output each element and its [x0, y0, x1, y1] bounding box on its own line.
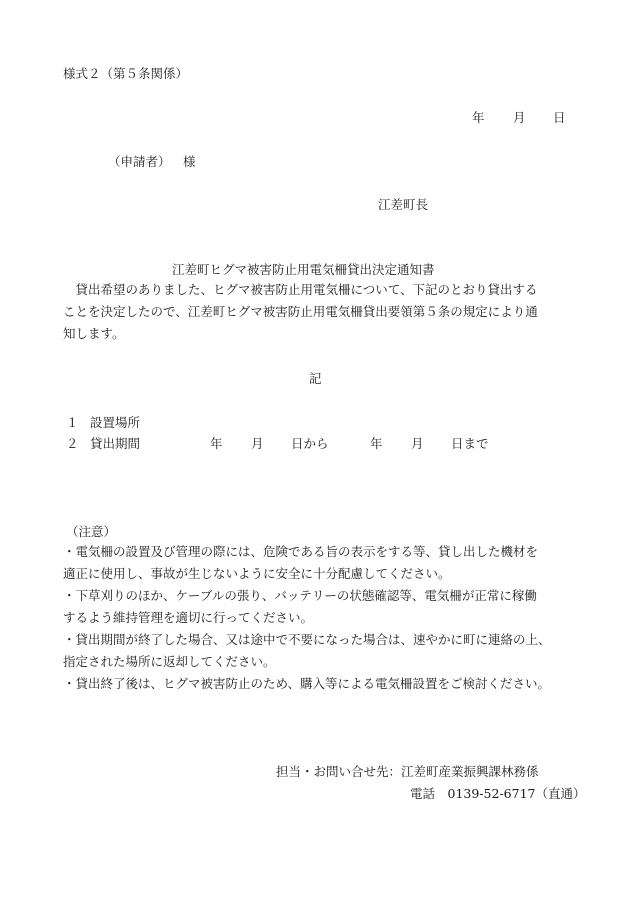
item-label: 設置場所: [90, 415, 141, 430]
recipient-label: （申請者）: [108, 154, 171, 169]
date-month: 月: [513, 110, 526, 125]
note-line: ・貸出終了後は、ヒグマ被害防止のため、購入等による電気柵設置をご検討ください。: [63, 676, 551, 691]
body-text: [63, 279, 573, 345]
notes-body: [63, 541, 583, 695]
body-line: 貸出希望のありました、ヒグマ被害防止用電気柵について、下記のとおり貸出する: [63, 282, 538, 297]
item-number: ２: [66, 436, 79, 451]
note-line: するよう維持管理を適切に行ってください。: [63, 610, 314, 625]
date-year: 年: [472, 110, 485, 125]
period-to-day: 日まで: [451, 436, 489, 451]
period-from-month: 月: [251, 436, 264, 451]
note-line: 適正に使用し、事故が生じないように安全に十分配慮してください。: [63, 566, 451, 581]
contact-phone: 電話 0139-52-6717（直通）: [410, 786, 586, 801]
body-line: 知します。: [63, 326, 125, 341]
note-line: ・貸出期間が終了した場合、又は途中で不要になった場合は、速やかに町に連絡の上、: [63, 632, 551, 647]
notes-heading: （注意）: [66, 524, 117, 539]
note-line: ・電気柵の設置及び管理の際には、危険である旨の表示をする等、貸し出した機材を: [63, 544, 539, 559]
contact-info: 担当・お問い合せ先：江差町産業振興課林務係: [276, 764, 539, 779]
period-to-year: 年: [370, 436, 383, 451]
period-from-year: 年: [210, 436, 223, 451]
body-line: ことを決定したので、江差町ヒグマ被害防止用電気柵貸出要領第５条の規定により通: [63, 304, 538, 319]
ki-heading: 記: [309, 371, 322, 386]
item-number: １: [66, 415, 79, 430]
note-line: 指定された場所に返却してください。: [63, 654, 276, 669]
form-number: 様式２（第５条関係）: [63, 66, 189, 81]
item-label: 貸出期間: [90, 436, 141, 451]
period-from-day: 日から: [291, 436, 329, 451]
recipient-honorific: 様: [183, 154, 196, 169]
date-day: 日: [553, 110, 566, 125]
note-line: ・下草刈りのほか、ケーブルの張り、バッテリーの状態確認等、電気柵が正常に稼働: [63, 588, 537, 603]
document-title: 江差町ヒグマ被害防止用電気柵貸出決定通知書: [172, 262, 435, 277]
period-to-month: 月: [411, 436, 424, 451]
issuer: 江差町長: [378, 197, 429, 212]
